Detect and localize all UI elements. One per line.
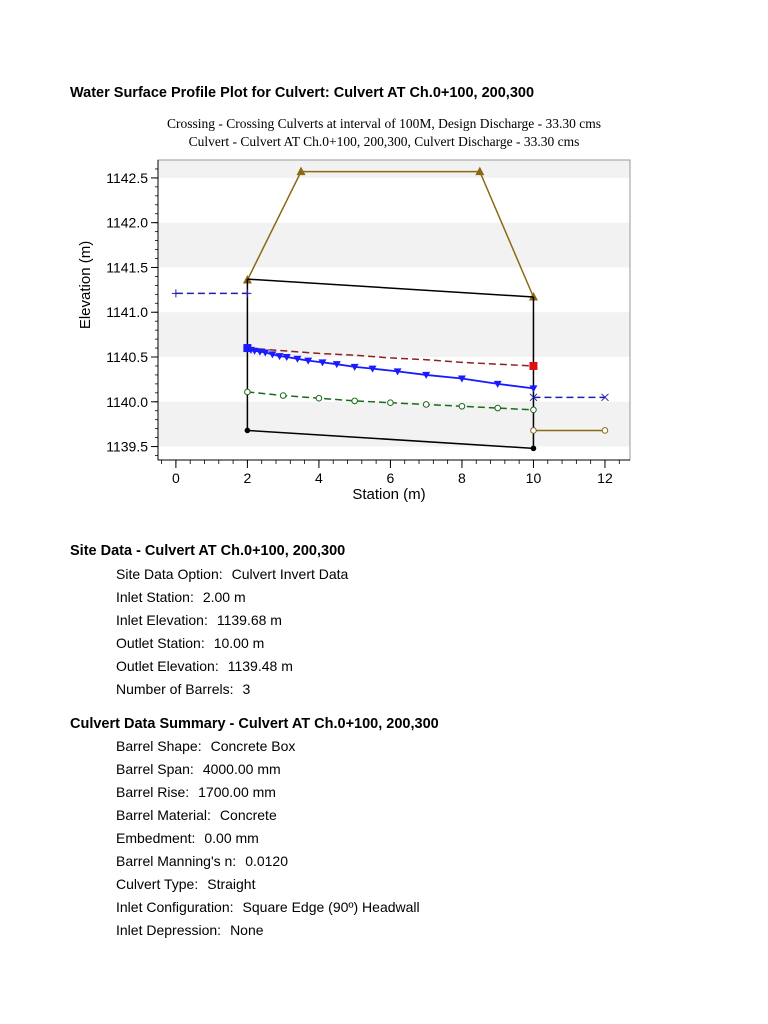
site-data-label: Inlet Elevation: [116,612,208,628]
y-tick-label: 1140.0 [106,393,148,410]
y-tick-label: 1142.0 [106,214,148,231]
culvert-summary-value: 4000.00 mm [202,761,281,777]
circle-marker [602,428,608,434]
culvert-summary-row [116,899,420,915]
culvert-summary-label: Barrel Span: [116,761,194,777]
culvert-summary-value: Straight [207,876,256,892]
culvert-summary-row [116,784,276,800]
culvert-summary-row [116,876,255,892]
culvert-summary-label: Barrel Material: [116,807,211,823]
circle-marker [531,428,537,434]
water-surface-profile-chart [60,155,640,505]
x-tick-label: 6 [386,470,395,486]
site-data-row [116,589,246,605]
culvert-summary-value: None [230,922,264,938]
x-axis-label: Station (m) [352,486,426,503]
circle-marker [280,393,286,399]
grid-band [158,223,630,268]
culvert-summary-row [116,853,288,869]
site-data-row [116,566,348,582]
circle-marker [316,395,322,401]
culvert-summary-label: Barrel Shape: [116,738,202,754]
y-tick-label: 1141.5 [106,259,148,276]
square-marker [529,362,537,370]
culvert-summary-value: Concrete [219,807,277,823]
culvert-summary-value: Concrete Box [210,738,296,754]
y-tick-label: 1140.5 [106,349,148,366]
site-data-label: Outlet Station: [116,635,205,651]
site-data-row [116,612,282,628]
site-data-value: 1139.48 m [227,658,293,674]
circle-marker [531,407,537,413]
x-tick-label: 12 [597,470,613,486]
y-tick-label: 1142.5 [106,169,148,186]
x-tick-label: 4 [315,470,323,486]
culvert-summary-value: Square Edge (90º) Headwall [242,899,420,915]
site-data-row [116,635,264,651]
y-axis-label: Elevation (m) [77,240,94,330]
y-tick-label: 1139.5 [106,438,148,455]
x-tick-label: 0 [171,470,180,486]
plot-heading: Water Surface Profile Plot for Culvert: Culvert AT Ch.0+100, 200,300 [70,85,535,101]
site-data-value: 2.00 m [202,589,246,605]
circle-marker [352,398,358,404]
culvert-summary-label: Culvert Type: [116,876,199,892]
culvert-summary-row [116,807,277,823]
site-data-label: Number of Barrels: [116,681,234,697]
culvert-summary-label: Embedment: [116,830,196,846]
circle-marker [245,389,251,395]
square-marker [243,344,251,352]
culvert-summary-label: Inlet Configuration: [116,899,234,915]
chart-title: Crossing - Crossing Culverts at interval of 100M, Design Discharge - 33.30 cms [167,116,601,131]
circle-marker [388,400,394,406]
culvert-summary-row [116,761,281,777]
culvert-summary-value: 1700.00 mm [198,784,276,800]
culvert-summary-row [116,738,295,754]
site-data-value: 3 [242,681,251,697]
site-data-label: Inlet Station: [116,589,194,605]
site-data-row [116,658,293,674]
site-data-label: Site Data Option: [116,566,223,582]
site-data-label: Outlet Elevation: [116,658,219,674]
culvert-summary-row [116,830,259,846]
culvert-summary-heading: Culvert Data Summary - Culvert AT Ch.0+100, 200,300 [70,716,439,732]
site-data-value: 10.00 m [213,635,265,651]
x-tick-label: 2 [243,470,252,486]
culvert-summary-value: 0.00 mm [204,830,259,846]
x-tick-label: 8 [458,470,466,486]
x-tick-label: 10 [525,470,542,486]
chart-subtitle: Culvert - Culvert AT Ch.0+100, 200,300, Culvert Discharge - 33.30 cms [188,134,580,149]
site-data-row [116,681,250,697]
culvert-summary-row [116,922,264,938]
culvert-summary-label: Barrel Manning's n: [116,853,237,869]
site-data-heading: Site Data - Culvert AT Ch.0+100, 200,300 [70,543,346,559]
grid-band [158,160,630,178]
circle-marker [495,405,501,411]
site-data-value: Culvert Invert Data [231,566,349,582]
culvert-summary-label: Inlet Depression: [116,922,222,938]
culvert-summary-label: Barrel Rise: [116,784,190,800]
grid-band [158,312,630,357]
circle-marker [423,402,429,408]
site-data-value: 1139.68 m [216,612,282,628]
circle-marker [459,403,465,409]
y-tick-label: 1141.0 [106,304,148,321]
culvert-summary-value: 0.0120 [245,853,289,869]
